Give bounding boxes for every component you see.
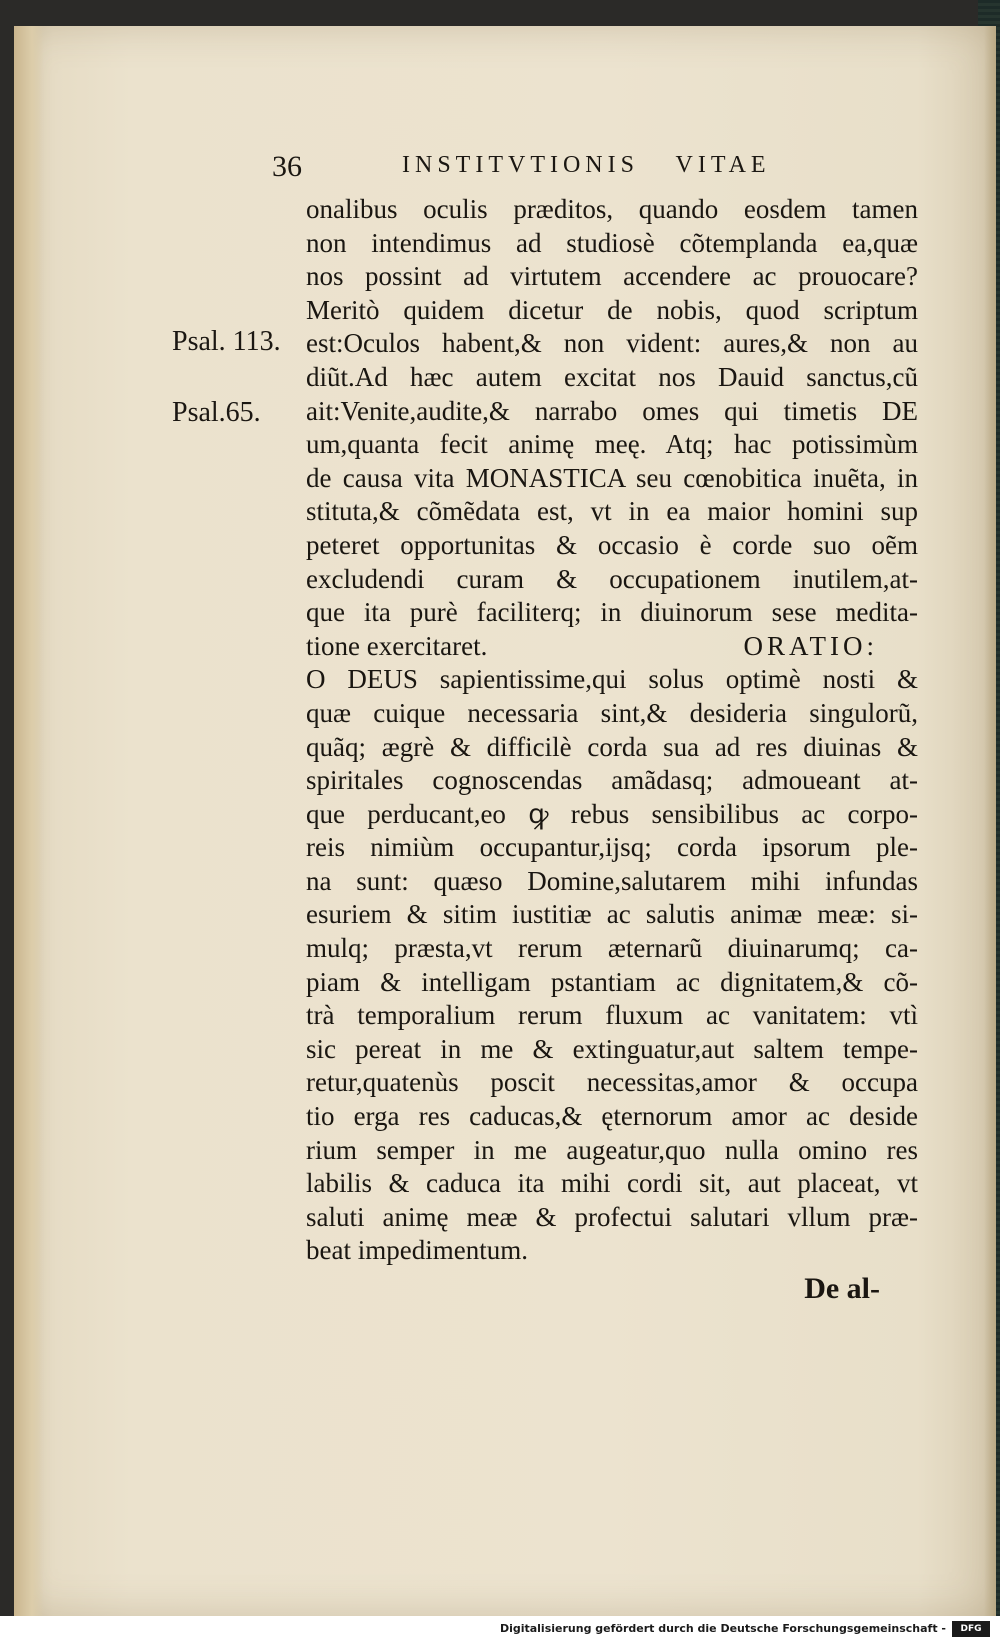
prayer-line: esuriem & sitim iustitiæ ac salutis animæ meæ: si- — [306, 899, 918, 930]
prayer-line: tio erga res caducas,& ęternorum amor ac deside — [306, 1101, 918, 1132]
text-line: ait:Venite,audite,& narrabo omes qui timetis DE — [306, 395, 918, 426]
prayer-line: sic pereat in me & extinguatur,aut saltem tempe- — [306, 1033, 918, 1064]
prayer-line: reis nimiùm occupantur,ijsq; corda ipsorum ple- — [306, 832, 918, 863]
dfg-logo: DFG — [952, 1621, 990, 1637]
text-line: Meritò quidem dicetur de nobis, quod scriptum — [306, 294, 918, 325]
prayer-line: que perducant,eo ꝙ rebus sensibilibus ac corpo- — [306, 798, 918, 829]
text-line: tione exercitaret. — [306, 630, 488, 661]
marginal-note: Psal. 113. — [172, 326, 281, 357]
prayer-line: mulq; præsta,vt rerum æternarũ diuinarumq; ca- — [306, 933, 918, 964]
digitization-footer — [0, 1616, 1000, 1644]
body-text — [306, 193, 918, 1268]
prayer-line: labilis & caduca ita mihi cordi sit, aut placeat, vt — [306, 1168, 918, 1199]
prayer-line: rium semper in me augeatur,quo nulla omino res — [306, 1134, 918, 1165]
oratio-heading: ORATIO: — [743, 630, 878, 661]
prayer-line: spiritales cognoscendas amãdasq; admoueant at- — [306, 765, 918, 796]
prayer-line: na sunt: quæso Domine,salutarem mihi infundas — [306, 865, 918, 896]
text-line: onalibus oculis præditos, quando eosdem tamen — [306, 194, 918, 224]
catchword: De al- — [804, 1272, 880, 1305]
page-gutter-shadow — [14, 26, 44, 1616]
prayer-line: quãq; ægrè & difficilè corda sua ad res diuinas & — [306, 731, 918, 762]
text-line: stituta,& cõmẽdata est, vt in ea maior homini sup — [306, 496, 918, 527]
running-head: INSTITVTIONIS VITAE — [402, 152, 771, 178]
marginal-note: Psal.65. — [172, 397, 261, 428]
text-line: nos possint ad virtutem accendere ac prouocare? — [306, 261, 918, 292]
text-line: excludendi curam & occupationem inutilem,at- — [306, 563, 918, 594]
page-number: 36 — [272, 150, 302, 183]
page-header — [272, 150, 902, 190]
text-line: non intendimus ad studiosè cõtemplanda ea,quæ — [306, 227, 918, 258]
prayer-line: saluti animę meæ & profectui salutari vllum præ- — [306, 1201, 918, 1232]
prayer-line: beat impedimentum. — [306, 1235, 528, 1266]
footer-credit: Digitalisierung gefördert durch die Deutsche Forschungsgemeinschaft - — [499, 1622, 946, 1635]
page-edge — [984, 26, 996, 1616]
text-line: de causa vita MONASTICA seu cœnobitica inuẽta, in — [306, 462, 918, 493]
prayer-line: retur,quatenùs poscit necessitas,amor & occupa — [306, 1067, 918, 1098]
text-line: um,quanta fecit animę meę. Atq; hac potissimùm — [306, 429, 918, 460]
text-line: que ita purè faciliterq; in diuinorum sese medita- — [306, 597, 918, 628]
text-line: est:Oculos habent,& non vident: aures,& non au — [306, 328, 918, 359]
prayer-line: quæ cuique necessaria sint,& desideria singulorũ, — [306, 697, 918, 728]
prayer-line: piam & intelligam pstantiam ac dignitatem,& cõ- — [306, 966, 918, 997]
text-line: diũt.Ad hæc autem excitat nos Dauid sanctus,cũ — [306, 361, 918, 392]
prayer-line: trà temporalium rerum fluxum ac vanitatem: vtì — [306, 1000, 918, 1031]
prayer-line: O DEUS sapientissime,qui solus optimè nosti & — [306, 664, 918, 695]
text-line: peteret opportunitas & occasio è corde suo oẽm — [306, 529, 918, 560]
oratio-line — [306, 630, 918, 664]
